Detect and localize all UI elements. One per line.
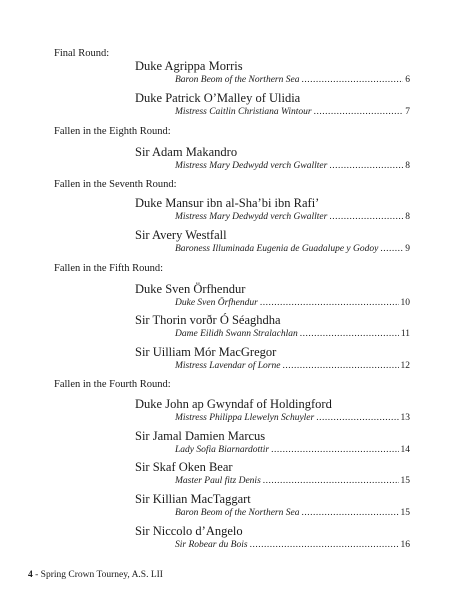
consort-name: Baron Beom of the Northern Sea bbox=[175, 508, 300, 518]
entrant-name: Sir Skaf Oken Bear bbox=[135, 460, 233, 474]
dot-leader bbox=[300, 328, 399, 340]
round-label: Fallen in the Fourth Round: bbox=[54, 379, 171, 390]
page-reference: 8 bbox=[405, 212, 410, 222]
consort-line bbox=[175, 297, 410, 309]
page-reference: 15 bbox=[400, 508, 410, 518]
consort-line bbox=[175, 211, 410, 223]
entrant-name: Sir Avery Westfall bbox=[135, 228, 227, 242]
entry bbox=[135, 460, 410, 487]
page-reference: 9 bbox=[405, 244, 410, 254]
entry bbox=[135, 282, 410, 309]
entrant-name: Duke Agrippa Morris bbox=[135, 59, 243, 73]
consort-line bbox=[175, 106, 410, 118]
consort-line bbox=[175, 328, 410, 340]
dot-leader bbox=[380, 243, 403, 255]
page-reference: 16 bbox=[400, 540, 410, 550]
consort-line bbox=[175, 74, 410, 86]
entry bbox=[135, 91, 410, 118]
entrant-name: Sir Uilliam Mór MacGregor bbox=[135, 345, 277, 359]
round-label: Final Round: bbox=[54, 48, 110, 59]
consort-line bbox=[175, 475, 410, 487]
consort-name: Dame Eilidh Swann Stralachlan bbox=[175, 329, 298, 339]
entry bbox=[135, 145, 410, 172]
page-reference: 7 bbox=[405, 107, 410, 117]
round-label: Fallen in the Eighth Round: bbox=[54, 126, 171, 137]
footer-page-number: 4 bbox=[28, 570, 33, 580]
entry bbox=[135, 313, 410, 340]
entrant-name: Sir Niccolo d’Angelo bbox=[135, 524, 243, 538]
consort-name: Mistress Philippa Llewelyn Schuyler bbox=[175, 413, 315, 423]
entrant-name: Sir Thorin vorðr Ó Séaghdha bbox=[135, 313, 281, 327]
dot-leader bbox=[329, 211, 403, 223]
consort-name: Baroness Illuminada Eugenia de Guadalupe y Godoy bbox=[175, 244, 379, 254]
entry bbox=[135, 228, 410, 255]
consort-name: Mistress Mary Dedwydd verch Gwallter bbox=[175, 212, 328, 222]
consort-name: Master Paul fitz Denis bbox=[175, 476, 261, 486]
entrant-name: Duke John ap Gwyndaf of Holdingford bbox=[135, 397, 332, 411]
dot-leader bbox=[301, 507, 398, 519]
consort-name: Lady Sofia Biarnardottir bbox=[175, 445, 270, 455]
dot-leader bbox=[314, 106, 404, 118]
round-label: Fallen in the Fifth Round: bbox=[54, 263, 164, 274]
dot-leader bbox=[271, 444, 398, 456]
entry bbox=[135, 429, 410, 456]
page-reference: 15 bbox=[400, 476, 410, 486]
entry bbox=[135, 345, 410, 372]
consort-line bbox=[175, 444, 410, 456]
entrant-name: Sir Jamal Damien Marcus bbox=[135, 429, 266, 443]
dot-leader bbox=[250, 539, 399, 551]
consort-name: Baron Beom of the Northern Sea bbox=[175, 75, 300, 85]
dot-leader bbox=[263, 475, 399, 487]
page-footer bbox=[28, 569, 163, 581]
round-label: Fallen in the Seventh Round: bbox=[54, 179, 177, 190]
dot-leader bbox=[316, 412, 398, 424]
consort-line bbox=[175, 539, 410, 551]
consort-name: Duke Sven Örfhendur bbox=[175, 298, 258, 308]
consort-line bbox=[175, 243, 410, 255]
page-reference: 12 bbox=[400, 361, 410, 371]
consort-line bbox=[175, 412, 410, 424]
entrant-name: Duke Mansur ibn al-Sha’bi ibn Rafi’ bbox=[135, 196, 320, 210]
consort-name: Sir Robear du Bois bbox=[175, 540, 248, 550]
page-reference: 8 bbox=[405, 161, 410, 171]
entrant-name: Duke Patrick O’Malley of Ulidia bbox=[135, 91, 301, 105]
consort-line bbox=[175, 507, 410, 519]
page-reference: 6 bbox=[405, 75, 410, 85]
page-reference: 10 bbox=[400, 298, 410, 308]
page-reference: 13 bbox=[400, 413, 410, 423]
entry bbox=[135, 59, 410, 86]
consort-line bbox=[175, 360, 410, 372]
entrant-name: Sir Adam Makandro bbox=[135, 145, 238, 159]
entry bbox=[135, 524, 410, 551]
footer-text: - Spring Crown Tourney, A.S. LII bbox=[32, 570, 163, 580]
entrant-name: Sir Killian MacTaggart bbox=[135, 492, 251, 506]
dot-leader bbox=[282, 360, 398, 372]
dot-leader bbox=[301, 74, 403, 86]
entrant-name: Duke Sven Örfhendur bbox=[135, 282, 246, 296]
consort-line bbox=[175, 160, 410, 172]
consort-name: Mistress Mary Dedwydd verch Gwallter bbox=[175, 161, 328, 171]
entry bbox=[135, 492, 410, 519]
consort-name: Mistress Caitlin Christiana Wintour bbox=[175, 107, 312, 117]
page-reference: 14 bbox=[400, 445, 410, 455]
entry bbox=[135, 397, 410, 424]
consort-name: Mistress Lavendar of Lorne bbox=[175, 361, 281, 371]
dot-leader bbox=[329, 160, 403, 172]
page-reference: 11 bbox=[400, 329, 410, 339]
dot-leader bbox=[260, 297, 399, 309]
entry bbox=[135, 196, 410, 223]
